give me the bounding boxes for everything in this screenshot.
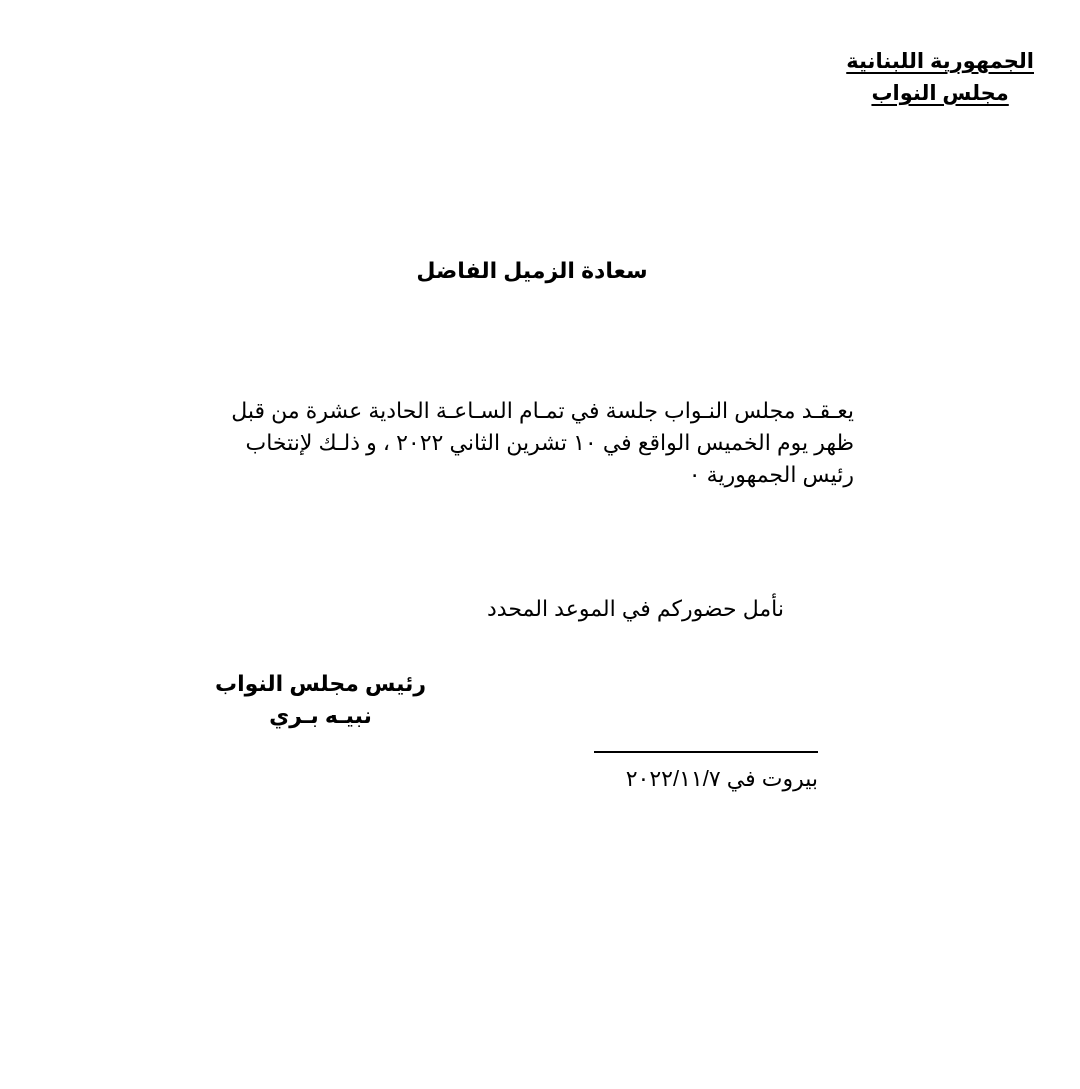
signature-block xyxy=(215,668,426,732)
closing-line: نأمل حضوركم في الموعد المحدد xyxy=(486,596,784,621)
letterhead-institution: مجلس النواب xyxy=(871,82,1009,105)
signature-title: رئيس مجلس النواب xyxy=(214,671,426,696)
date-line: بيروت في ٢٠٢٢/١١/٧ xyxy=(625,766,818,791)
body-line: رئيس الجمهورية ٠ xyxy=(688,462,854,487)
letterhead-country: الجمهورية اللبنانية xyxy=(846,50,1034,73)
body-line: يعـقـد مجلس النـواب جلسة في تمـام السـاعـة الحادية عشرة من قبل xyxy=(231,398,854,423)
letter-body xyxy=(214,395,854,491)
letterhead xyxy=(846,46,1034,110)
body-line: ظهر يوم الخميس الواقع في ١٠ تشرين الثاني ٢٠٢٢ ، و ذلـك لإنتخاب xyxy=(245,430,854,455)
date-divider xyxy=(594,751,818,753)
salutation: سعادة الزميل الفاضل xyxy=(416,258,648,283)
signature-name: نبيـه بـري xyxy=(269,703,372,728)
